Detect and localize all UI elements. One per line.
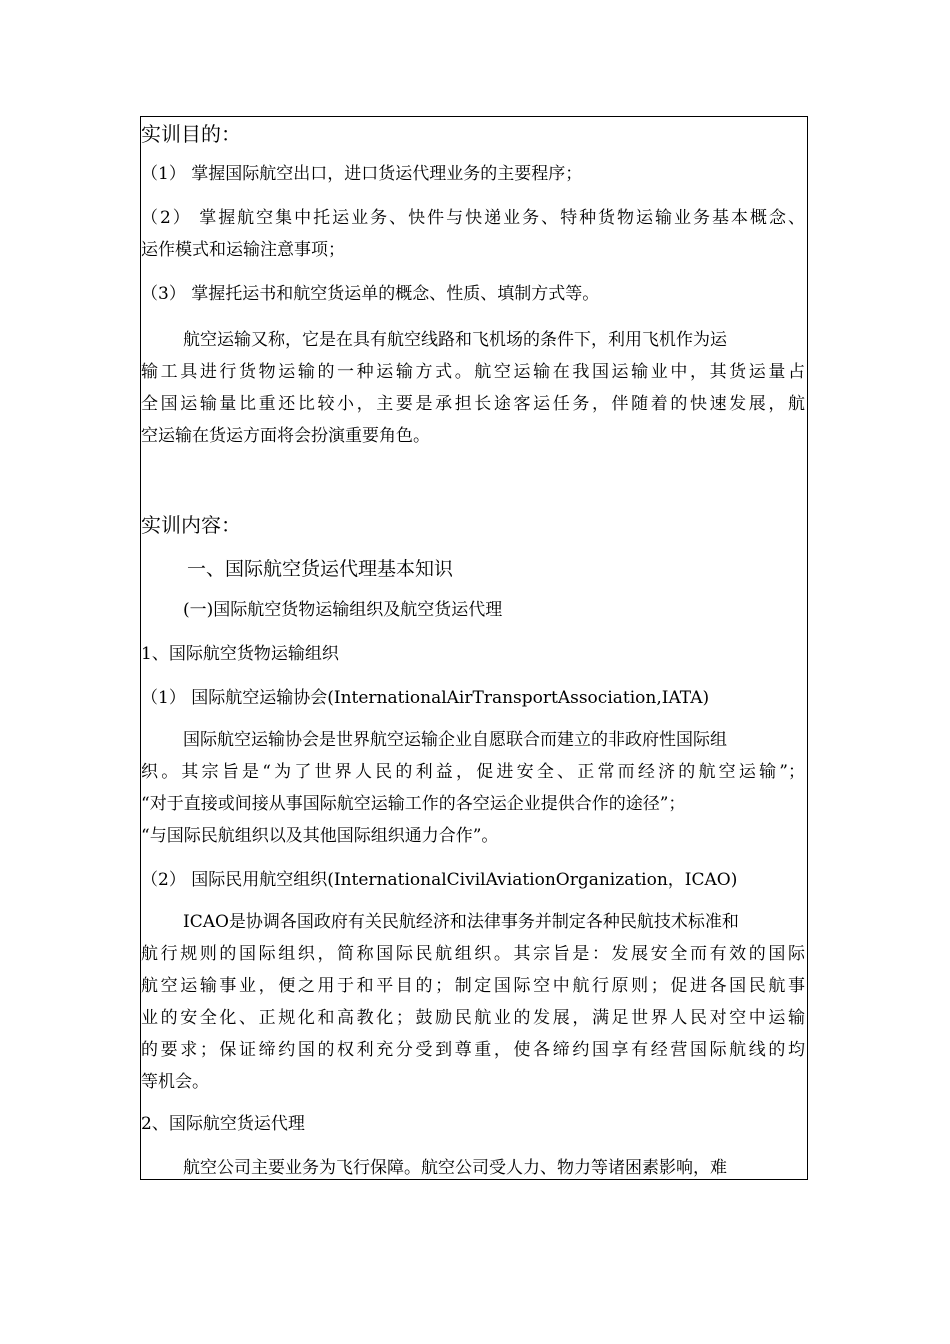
iata-paragraph-line-3: “对于直接或间接从事国际航空运输工作的各空运企业提供合作的途径”； xyxy=(141,794,686,814)
iata-paragraph-line-4: “与国际民航组织以及其他国际组织通力合作”。 xyxy=(141,826,499,846)
objective-item-3: （3） 掌握托运书和航空货运单的概念、性质、填制方式等。 xyxy=(141,284,600,304)
iata-title: （1） 国际航空运输协会(InternationalAirTransportAssociation,IATA) xyxy=(141,688,710,708)
agent-paragraph-line-1: 航空公司主要业务为飞行保障。航空公司受人力、物力等诸困素影响，难 xyxy=(183,1158,727,1178)
heading-level-2: (一)国际航空货物运输组织及航空货运代理 xyxy=(183,600,503,620)
document-table-cell xyxy=(140,116,808,1180)
icao-paragraph-line-5: 的要求；保证缔约国的权利充分受到尊重，使各缔约国享有经营国际航线的均 xyxy=(141,1040,805,1060)
icao-paragraph-line-2: 航行规则的国际组织，简称国际民航组织。其宗旨是：发展安全而有效的国际 xyxy=(141,944,805,964)
intro-paragraph-line-1: 航空运输又称，它是在具有航空线路和飞机场的条件下，利用飞机作为运 xyxy=(183,330,727,350)
iata-paragraph-line-2: 织。其宗旨是“为了世界人民的利益，促进安全、正常而经济的航空运输”； xyxy=(141,762,805,782)
icao-paragraph-line-6: 等机会。 xyxy=(141,1072,209,1092)
heading-level-3-agent: 2、国际航空货运代理 xyxy=(141,1114,305,1134)
intro-paragraph-line-4: 空运输在货运方面将会扮演重要角色。 xyxy=(141,426,430,446)
objective-item-1: （1） 掌握国际航空出口，进口货运代理业务的主要程序； xyxy=(141,164,583,184)
section-title-objectives: 实训目的： xyxy=(141,122,241,146)
icao-paragraph-line-1: ICAO是协调各国政府有关民航经济和法律事务并制定各种民航技术标准和 xyxy=(183,912,739,932)
intro-paragraph-line-2: 输工具进行货物运输的一种运输方式。航空运输在我国运输业中，其货运量占 xyxy=(141,362,805,382)
objective-item-2-line-2: 运作模式和运输注意事项； xyxy=(141,240,345,260)
heading-level-1: 一、国际航空货运代理基本知识 xyxy=(187,558,454,580)
heading-level-3: 1、国际航空货物运输组织 xyxy=(141,644,339,664)
objective-item-2-line-1: （2） 掌握航空集中托运业务、快件与快递业务、特种货物运输业务基本概念、 xyxy=(141,208,805,228)
icao-title: （2） 国际民用航空组织(InternationalCivilAviationOrganization，ICAO) xyxy=(141,870,738,890)
icao-paragraph-line-3: 航空运输事业，便之用于和平目的；制定国际空中航行原则；促进各国民航事 xyxy=(141,976,805,996)
section-title-content: 实训内容： xyxy=(141,513,241,537)
icao-paragraph-line-4: 业的安全化、正规化和高教化；鼓励民航业的发展，满足世界人民对空中运输 xyxy=(141,1008,805,1028)
iata-paragraph-line-1: 国际航空运输协会是世界航空运输企业自愿联合而建立的非政府性国际组 xyxy=(183,730,727,750)
intro-paragraph-line-3: 全国运输量比重还比较小，主要是承担长途客运任务，伴随着的快速发展，航 xyxy=(141,394,805,414)
